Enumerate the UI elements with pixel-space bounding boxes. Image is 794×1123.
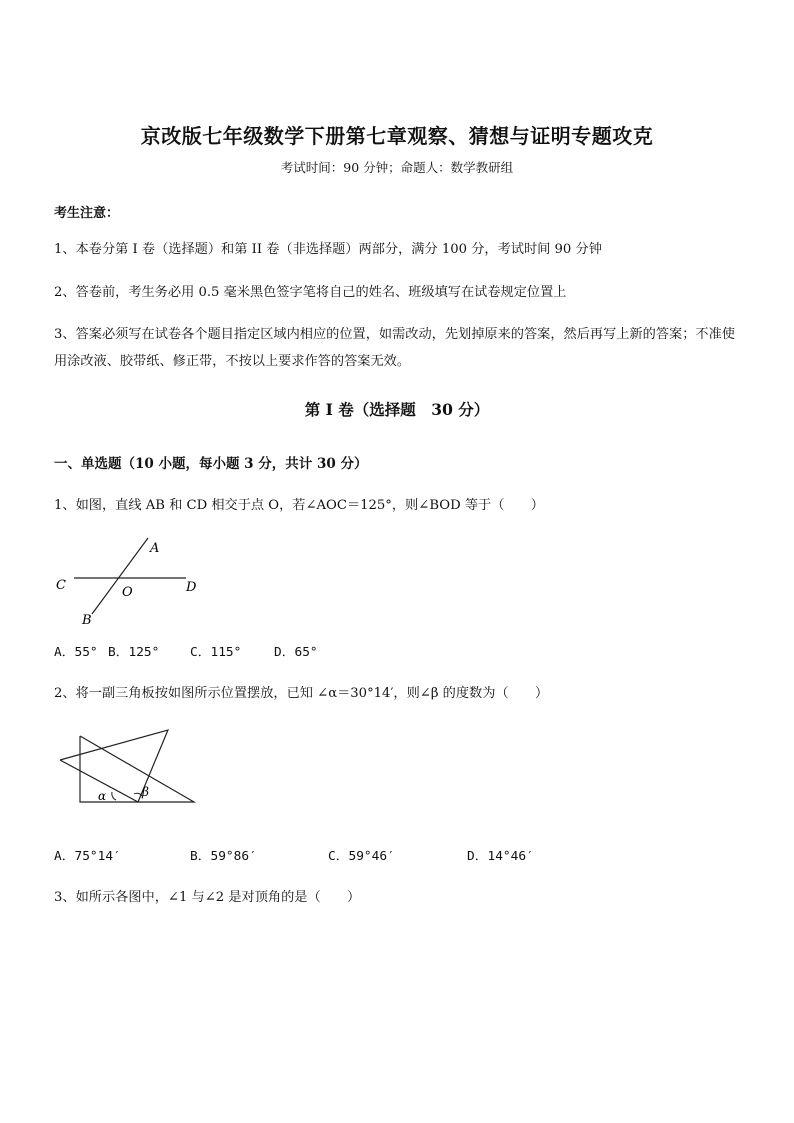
- q1-option-b[interactable]: B．125°: [108, 645, 160, 660]
- q2-option-b[interactable]: B．59°86′: [190, 849, 257, 864]
- q2-option-c[interactable]: C．59°46′: [328, 849, 395, 864]
- question-2-text: 2、将一副三角板按如图所示位置摆放，已知 ∠α＝30°14′，则∠β 的度数为（ ）: [54, 686, 549, 701]
- section-title: 第 I 卷（选择题 30 分）: [304, 400, 490, 419]
- question-3-text: 3、如所示各图中，∠1 与∠2 是对顶角的是（ ）: [54, 890, 361, 905]
- line-ab: [92, 538, 148, 614]
- q1-option-c[interactable]: C．115°: [190, 645, 242, 660]
- label-a: A: [150, 541, 160, 556]
- q1-option-a[interactable]: A．55°: [54, 645, 98, 660]
- triangle-ruler-2: [60, 730, 168, 802]
- label-b: B: [82, 613, 92, 628]
- question-1-text: 1、如图，直线 AB 和 CD 相交于点 O，若∠AOC＝125°，则∠BOD 等于（ ）: [54, 498, 544, 513]
- notice-item-2: 2、答卷前，考生务必用 0.5 毫米黑色签字笔将自己的姓名、班级填写在试卷规定位置上: [54, 285, 567, 300]
- part-heading: 一、单选题（10 小题，每小题 3 分，共计 30 分）: [54, 456, 368, 472]
- question-1-figure: [48, 532, 218, 632]
- label-d: D: [186, 580, 197, 595]
- label-beta: β: [142, 785, 149, 799]
- q1-option-d[interactable]: D．65°: [274, 645, 318, 660]
- label-c: C: [56, 578, 66, 593]
- exam-subtitle: 考试时间：90 分钟；命题人：数学教研组: [280, 160, 514, 175]
- notice-item-1: 1、本卷分第 I 卷（选择题）和第 II 卷（非选择题）两部分，满分 100 分，考试时间 90 分钟: [54, 242, 602, 257]
- q2-option-d[interactable]: D．14°46′: [467, 849, 534, 864]
- exam-title: 京改版七年级数学下册第七章观察、猜想与证明专题攻克: [140, 124, 654, 148]
- label-alpha: α: [98, 789, 107, 803]
- notice-item-3: 3、答案必须写在试卷各个题目指定区域内相应的位置，如需改动，先划掉原来的答案，然后再写上新的答案；不准使用涂改液、胶带纸、修正带，不按以上要求作答的答案无效。: [54, 327, 735, 369]
- q2-option-a[interactable]: A．75°14′: [54, 849, 121, 864]
- question-2-figure: [54, 726, 204, 808]
- label-o: O: [122, 585, 133, 600]
- notice-heading: 考生注意：: [54, 206, 120, 221]
- alpha-arc: [112, 792, 116, 800]
